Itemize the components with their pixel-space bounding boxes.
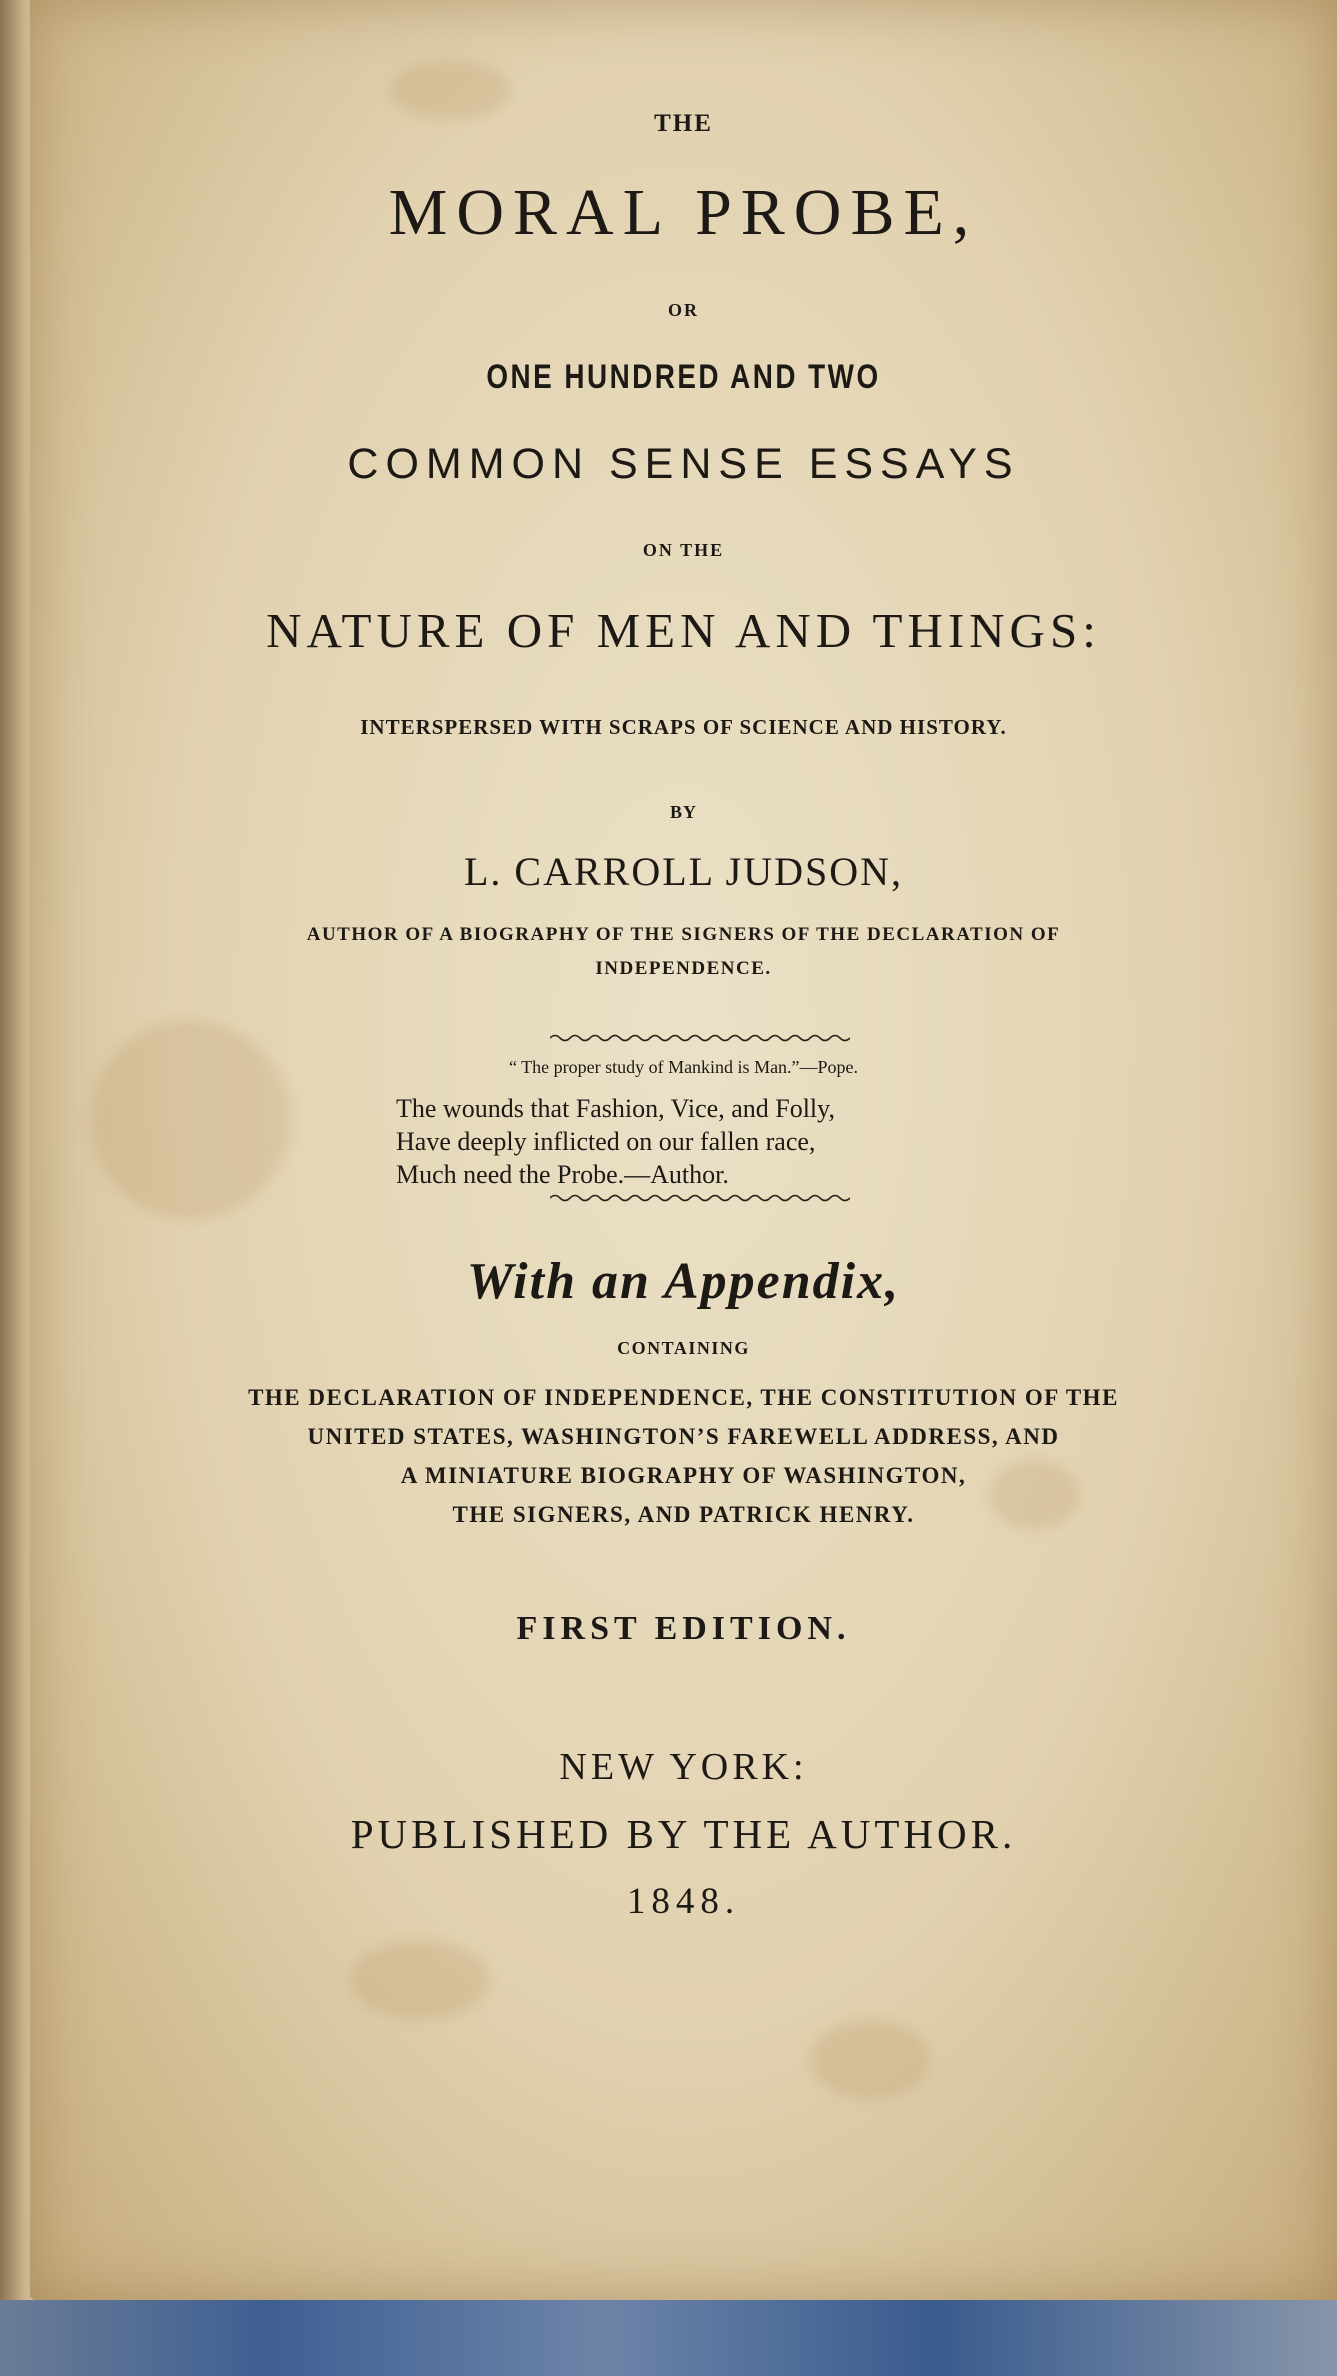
epigraph-verse (396, 1092, 835, 1191)
blue-cloth-background (0, 2296, 1337, 2376)
imprint-publisher: PUBLISHED BY THE AUTHOR. (350, 1811, 1017, 1857)
appendix-containing: CONTAINING (617, 1338, 750, 1358)
title-page (30, 0, 1337, 2300)
epigraph-quote: “ The proper study of Mankind is Man.”—Pope. (508, 1057, 859, 1077)
subtitle-interspersed: INTERSPERSED WITH SCRAPS OF SCIENCE AND HISTORY. (360, 715, 1007, 739)
subtitle-line-1: ONE HUNDRED AND TWO (486, 358, 881, 396)
contents-line: THE SIGNERS, AND PATRICK HENRY. (452, 1502, 915, 1527)
author-credentials: AUTHOR OF A BIOGRAPHY OF THE SIGNERS OF THE DECLARATION OF INDEPENDENCE. (306, 924, 1061, 979)
paper-stain (350, 1940, 490, 2020)
appendix-contents (30, 1378, 1337, 1534)
verse-line: The wounds that Fashion, Vice, and Folly, (396, 1094, 835, 1123)
subtitle-on-the: ON THE (642, 540, 725, 560)
wavy-rule-divider (550, 1192, 850, 1204)
contents-line: THE DECLARATION OF INDEPENDENCE, THE CONSTITUTION OF THE (248, 1385, 1119, 1410)
wavy-rule-divider (550, 1032, 850, 1044)
title-or: OR (668, 300, 699, 320)
imprint-city: NEW YORK: (559, 1746, 808, 1788)
subtitle-nature: NATURE OF MEN AND THINGS: (266, 603, 1101, 658)
contents-line: A MINIATURE BIOGRAPHY OF WASHINGTON, (400, 1463, 967, 1488)
title-article: THE (654, 110, 713, 137)
imprint-year: 1848. (626, 1881, 741, 1922)
verse-line: Much need the Probe.—Author. (396, 1160, 729, 1189)
author-name: L. CARROLL JUDSON, (464, 849, 903, 894)
verse-line: Have deeply inflicted on our fallen race, (396, 1127, 816, 1156)
paper-stain (90, 1020, 290, 1220)
subtitle-line-2: COMMON SENSE ESSAYS (347, 440, 1020, 488)
paper-stain (810, 2020, 930, 2100)
main-title: MORAL PROBE, (388, 176, 979, 249)
edition-label: FIRST EDITION. (516, 1610, 851, 1647)
contents-line: UNITED STATES, WASHINGTON’S FAREWELL ADDRESS, AND (307, 1424, 1060, 1449)
byline-by: BY (669, 802, 697, 822)
appendix-heading: With an Appendix, (466, 1253, 901, 1310)
